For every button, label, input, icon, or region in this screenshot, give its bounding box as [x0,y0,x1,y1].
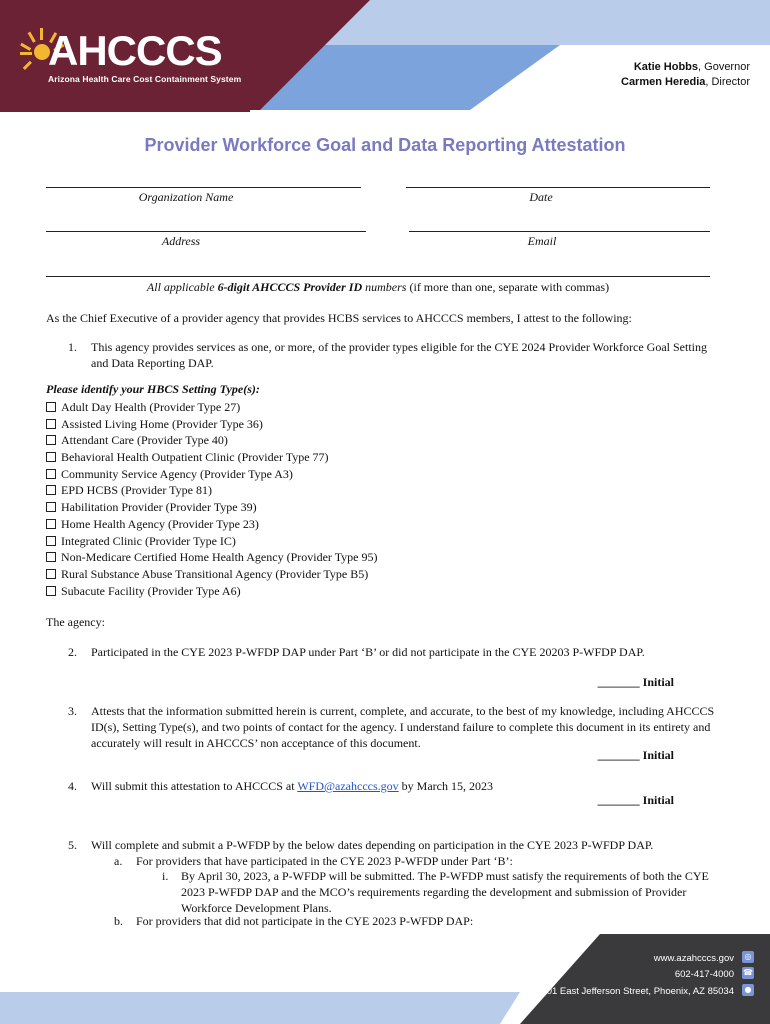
item-5-number: 5. [68,838,77,852]
agency-label: The agency: [46,615,105,629]
settings-type-label: Attendant Care (Provider Type 40) [61,433,228,448]
checkbox[interactable] [46,552,56,562]
settings-type-label: Habilitation Provider (Provider Type 39) [61,500,257,515]
checkbox[interactable] [46,452,56,462]
settings-type-item[interactable] [46,449,378,466]
item-5b-number: b. [114,914,123,928]
address-field-line[interactable] [46,231,366,232]
settings-type-heading: Please identify your HBCS Setting Type(s): [46,382,260,396]
settings-type-label: Rural Substance Abuse Transitional Agency (Provider Type B5) [61,566,369,581]
provider-id-label [46,280,710,295]
item-4-initial-field[interactable]: _______ Initial [597,793,674,807]
item-4-prefix: Will submit this attestation to AHCCCS at [91,779,298,793]
email-field-line[interactable] [409,231,710,232]
organization-name-label: Organization Name [138,190,234,204]
checkbox[interactable] [46,435,56,445]
settings-type-label: EPD HCBS (Provider Type 81) [61,483,212,498]
director-title: , Director [705,76,750,88]
date-label: Date [529,190,553,204]
footer-website[interactable]: www.azahcccs.gov [653,953,734,964]
organization-name-field-line[interactable] [46,187,361,188]
provider-id-label-bold: 6-digit AHCCCS Provider ID [217,280,363,294]
item-5-text: Will complete and submit a P-WFDP by the below dates depending on participation in the CYE 2023 P-WFDP DAP. [91,838,654,852]
item-2-initial-field[interactable]: _______ Initial [597,675,674,689]
settings-type-item[interactable] [46,583,378,600]
item-5a-number: a. [114,854,123,868]
item-5b-text: For providers that did not participate in the CYE 2023 P-WFDP DAP: [136,914,474,928]
item-2-number: 2. [68,645,77,659]
item-4-suffix: by March 15, 2023 [398,779,493,793]
intro-paragraph: As the Chief Executive of a provider agency that provides HCBS services to AHCCCS members, I attest to the following: [46,311,632,325]
governor-title: , Governor [698,61,750,73]
provider-id-label-italic: numbers [362,280,407,294]
phone-icon: ☎ [743,968,753,977]
settings-type-label: Integrated Clinic (Provider Type IC) [61,533,236,548]
settings-type-label: Subacute Facility (Provider Type A6) [61,583,241,598]
officials-block [621,60,750,90]
item-3-text: Attests that the information submitted herein is current, complete, and accurate, to the best of my knowledge, including AHCCCS ID(s), Setting Type(s), and two points of contact for the agency. I understand failure to complete this document in its entirety and accurately will result in AHCCCS’ non acceptance of this document. [91,704,715,750]
ahcccs-logo-text: AHCCCS [48,27,222,74]
settings-type-item[interactable] [46,399,378,416]
provider-id-label-suffix: (if more than one, separate with commas) [406,280,610,294]
provider-id-field-line[interactable] [46,276,710,277]
settings-type-label: Behavioral Health Outpatient Clinic (Provider Type 77) [61,450,329,465]
document-title: Provider Workforce Goal and Data Reporting Attestation [144,135,626,155]
item-2-text: Participated in the CYE 2023 P-WFDP DAP under Part ‘B’ or did not participate in the CYE 20203 P-WFDP DAP. [91,645,645,659]
governor-line [621,60,750,75]
checkbox[interactable] [46,569,56,579]
item-1-number: 1. [68,340,77,354]
settings-type-list [46,399,378,599]
settings-type-item[interactable] [46,499,378,516]
settings-type-item[interactable] [46,516,378,533]
globe-icon: ◎ [742,951,754,963]
settings-type-label: Adult Day Health (Provider Type 27) [61,400,241,414]
settings-type-item[interactable] [46,466,378,483]
item-3-initial-field[interactable]: _______ Initial [597,748,674,762]
settings-type-item[interactable] [46,549,378,566]
item-5a-text: For providers that have participated in the CYE 2023 P-WFDP under Part ‘B’: [136,854,513,868]
item-5ai-number: i. [162,869,169,883]
item-4-number: 4. [68,779,77,793]
item-3-number: 3. [68,704,77,718]
footer-light-blue-band [0,992,520,1024]
settings-type-item[interactable] [46,533,378,550]
footer-address: 801 East Jefferson Street, Phoenix, AZ 85034 [541,986,734,997]
director-name: Carmen Heredia [621,76,706,88]
checkbox[interactable] [46,502,56,512]
checkbox[interactable] [46,402,56,412]
checkbox[interactable] [46,419,56,429]
settings-type-item[interactable] [46,432,378,449]
item-5ai-text: By April 30, 2023, a P-WFDP will be submitted. The P-WFDP must satisfy the requirements of both the CYE 2023 P-WFDP DAP and the MCO’s requirements regarding the development and submission of Provider Workforce Development Plans. [181,869,709,915]
settings-type-label: Community Service Agency (Provider Type A3) [61,466,293,481]
date-field-line[interactable] [406,187,710,188]
settings-type-item[interactable] [46,416,378,433]
checkbox[interactable] [46,469,56,479]
settings-type-label: Home Health Agency (Provider Type 23) [61,516,259,531]
governor-name: Katie Hobbs [633,61,699,73]
settings-type-label: Non-Medicare Certified Home Health Agency (Provider Type 95) [61,550,378,565]
item-4-text [91,778,711,794]
email-label: Email [527,234,557,248]
settings-type-item[interactable] [46,482,378,499]
director-line [621,75,750,90]
checkbox[interactable] [46,586,56,596]
settings-type-item[interactable] [46,566,378,583]
settings-type-label: Assisted Living Home (Provider Type 36) [61,416,263,431]
checkbox[interactable] [46,536,56,546]
wfd-email-link[interactable]: WFD@azahcccs.gov [297,779,399,793]
item-1-text: This agency provides services as one, or more, of the provider types eligible for the CYE 2024 Provider Workforce Goal Setting and Data Reporting DAP. [91,340,707,370]
checkbox[interactable] [46,485,56,495]
provider-id-label-prefix: All applicable [146,280,218,294]
footer-banner [0,934,770,1024]
footer-phone: 602-417-4000 [674,969,734,980]
checkbox[interactable] [46,519,56,529]
ahcccs-logo-tagline: Arizona Health Care Cost Containment System [48,74,242,84]
address-label: Address [161,234,201,248]
location-pin-icon: ● [742,984,754,996]
